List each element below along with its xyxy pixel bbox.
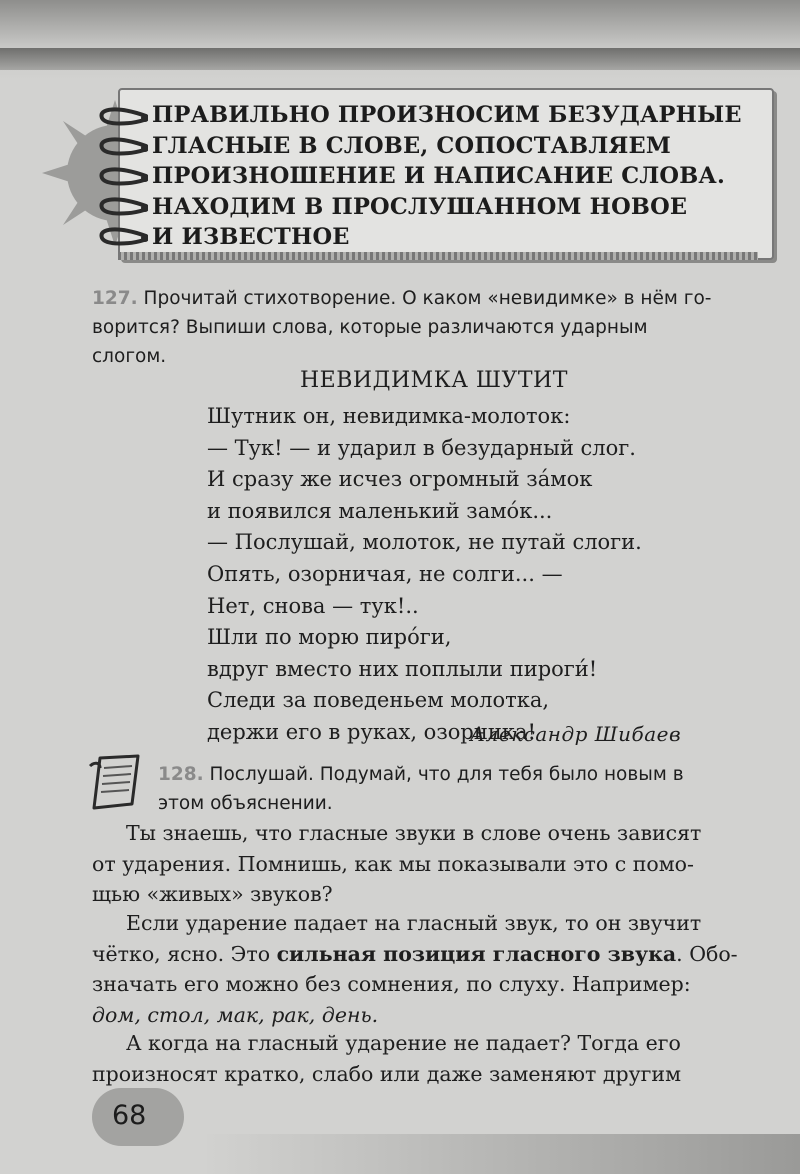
poem-line: Нет, снова — тук!.. xyxy=(207,593,419,618)
poem-line: — Послушай, молоток, не путай слоги. xyxy=(207,530,642,555)
header-bottom-edge xyxy=(118,252,758,260)
exercise-text-line: этом объяснении. xyxy=(158,793,333,814)
top-stripe xyxy=(0,48,800,70)
exercise-text-line: ворится? Выпиши слова, которые различаются ударным xyxy=(92,317,648,338)
poem-line: вдруг вместо них поплыли пироги́! xyxy=(207,656,598,681)
header-line: ПРАВИЛЬНО ПРОИЗНОСИМ БЕЗУДАРНЫЕ xyxy=(152,102,742,128)
text-line: Ты знаешь, что гласные звуки в слове очень зависят xyxy=(126,821,702,845)
topic-header xyxy=(152,100,762,253)
text-line: щью «живых» звуков? xyxy=(92,882,333,906)
exercise-127 xyxy=(92,284,764,371)
spiral-binding-icon xyxy=(88,96,148,256)
poem-title: НЕВИДИМКА ШУТИТ xyxy=(300,368,568,393)
text-line: произносят кратко, слабо или даже заменяют другим xyxy=(92,1061,682,1086)
poem-line: Шутник он, невидимка-молоток: xyxy=(207,404,571,428)
page-number: 68 xyxy=(112,1100,147,1131)
header-line: И ИЗВЕСТНОЕ xyxy=(152,224,350,250)
exercise-text-line: Прочитай стихотворение. О каком «невидимке» в нём го- xyxy=(143,288,712,309)
header-line: НАХОДИМ В ПРОСЛУШАННОМ НОВОЕ xyxy=(152,193,688,220)
exercise-text-line: Послушай. Подумай, что для тебя было новым в xyxy=(209,764,684,785)
poem xyxy=(207,401,747,749)
header-line: ГЛАСНЫЕ В СЛОВЕ, СОПОСТАВЛЯЕМ xyxy=(152,132,671,159)
exercise-number: 128. xyxy=(158,764,204,785)
exercise-number: 127. xyxy=(92,288,138,309)
poem-line: Опять, озорничая, не солги... — xyxy=(207,561,563,586)
poem-line: Следи за поведеньем молотка, xyxy=(207,688,550,713)
poem-line: Шли по морю пиро́ги, xyxy=(207,625,452,650)
text-fragment: чётко, ясно. Это xyxy=(92,941,277,966)
example-words: дом, стол, мак, рак, день. xyxy=(92,1002,379,1027)
text-line: А когда на гласный ударение не падает? Тогда его xyxy=(126,1031,681,1055)
text-fragment: . Обо- xyxy=(676,941,738,966)
poem-line: И сразу же исчез огромный за́мок xyxy=(207,467,593,492)
text-line xyxy=(92,939,764,970)
listen-note-icon xyxy=(86,752,148,814)
text-line: значать его можно без сомнения, по слуху. Например: xyxy=(92,972,691,996)
explanation-paragraph-1 xyxy=(92,818,764,910)
bold-term: сильная позиция гласного звука xyxy=(276,941,677,966)
exercise-128 xyxy=(158,760,764,818)
poem-line: — Тук! — и ударил в безударный слог. xyxy=(207,435,636,460)
exercise-text-line: слогом. xyxy=(92,346,167,367)
header-line: ПРОИЗНОШЕНИЕ И НАПИСАНИЕ СЛОВА. xyxy=(152,163,725,189)
text-line: от ударения. Помнишь, как мы показывали это с помо- xyxy=(92,851,694,876)
poem-line: держи его в руках, озорника! xyxy=(207,719,536,744)
bottom-shadow xyxy=(200,1134,800,1174)
text-line: Если ударение падает на гласный звук, то он звучит xyxy=(126,911,702,935)
poem-line: и появился маленький замо́к... xyxy=(207,498,553,523)
explanation-paragraph-2 xyxy=(92,908,764,1030)
poem-author: Александр Шибаев xyxy=(470,722,682,746)
explanation-paragraph-3 xyxy=(92,1028,764,1089)
